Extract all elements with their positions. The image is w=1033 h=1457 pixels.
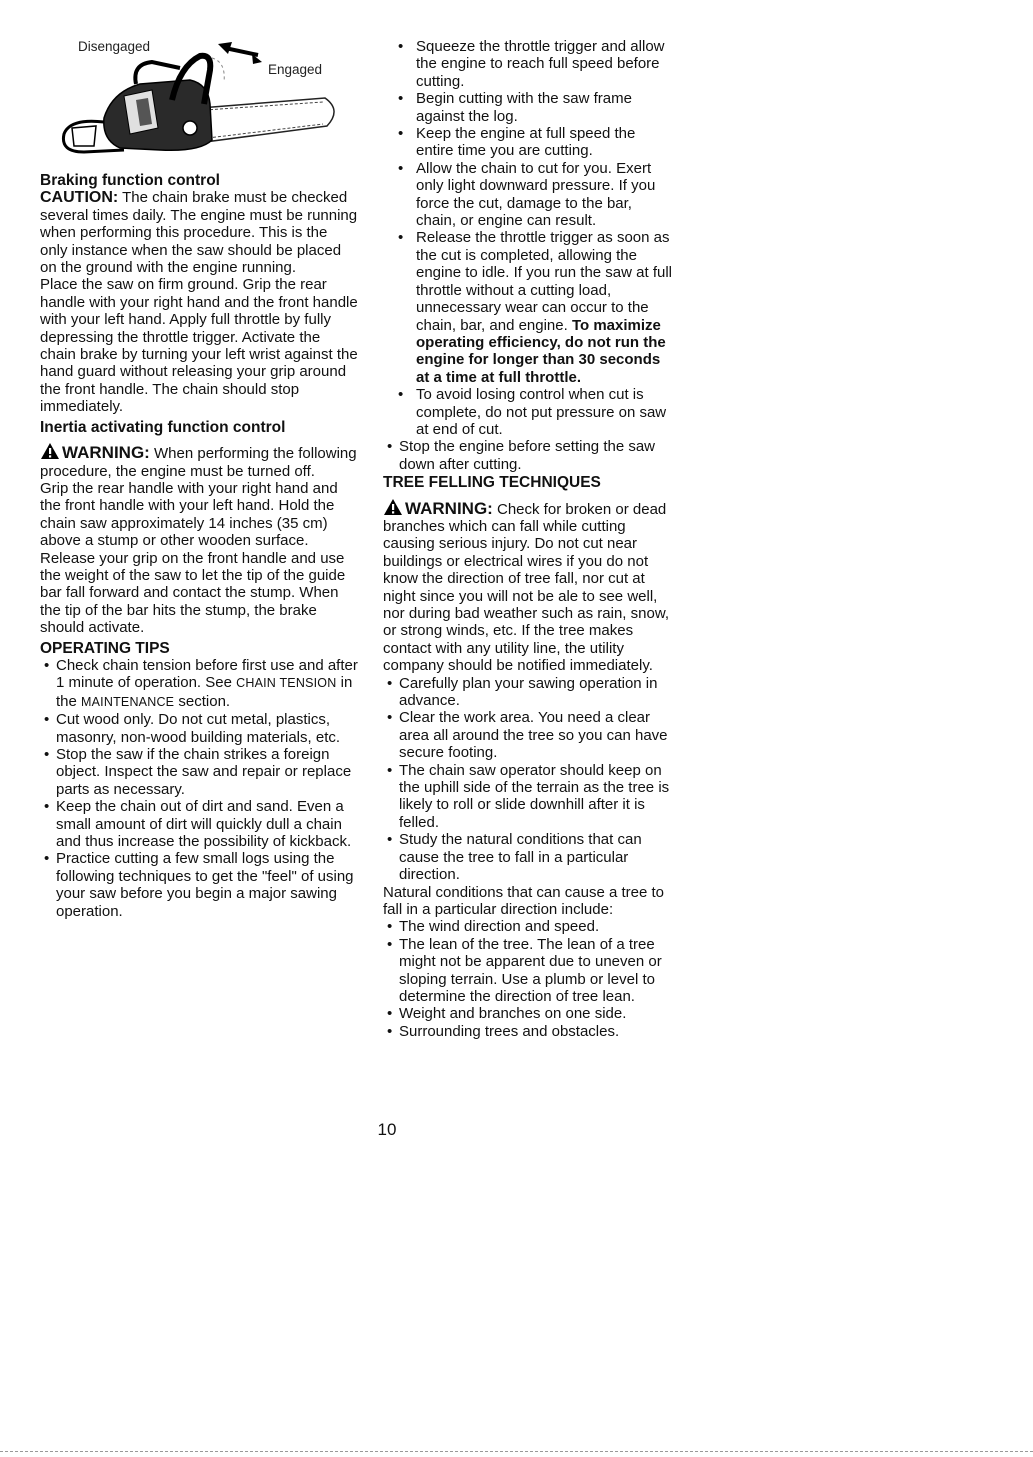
operating-heading: OPERATING TIPS	[40, 639, 170, 657]
list-item: • Squeeze the throttle trigger and allow the engine to reach full speed before cutting.	[383, 38, 673, 90]
engaged-label: Engaged	[268, 62, 323, 77]
caution-paragraph	[40, 189, 358, 276]
stop-tip-list	[383, 438, 673, 473]
tree-felling-heading: TREE FELLING TECHNIQUES	[383, 474, 601, 492]
felling-warning-paragraph	[383, 498, 673, 675]
list-item: • Keep the engine at full speed the entire time you are cutting.	[383, 125, 673, 160]
list-item: • Keep the chain out of dirt and sand. Even a small amount of dirt will quickly dull a chain and thus increase the possibility of kickback.	[40, 798, 358, 850]
inertia-heading: Inertia activating function control	[40, 418, 286, 436]
list-item: • Check chain tension before first use and after 1 minute of operation. See CHAIN TENSION in the MAINTENANCE section.	[40, 657, 358, 711]
list-item: • Allow the chain to cut for you. Exert only light downward pressure. If you force the cut, damage to the bar, chain, or engine can result.	[383, 160, 673, 230]
list-item: • Stop the saw if the chain strikes a foreign object. Inspect the saw and repair or replace parts as necessary.	[40, 746, 358, 798]
list-item: • To avoid losing control when cut is complete, do not put pressure on saw at end of cut.	[383, 386, 673, 438]
felling-list	[383, 675, 673, 884]
page-number: 10	[377, 1120, 397, 1139]
list-item: • Stop the engine before setting the saw down after cutting.	[383, 438, 673, 473]
warning-label: WARNING:	[62, 443, 150, 463]
cutting-technique-list	[383, 38, 673, 438]
list-item: • Release the throttle trigger as soon as the cut is completed, allowing the engine to idle. If you run the saw at full throttle without a cutting load, unnecessary wear can occur to the chain, bar, and engine. To maximize operating efficiency, do not run the engine for longer than 30 seconds at a time at full throttle.	[383, 229, 673, 386]
list-item: • Carefully plan your sawing operation in advance.	[383, 675, 673, 710]
inertia-paragraph: Grip the rear handle with your right hand and the front handle with your left hand. Hold the chain saw approximately 14 inches (35 cm) above a stump or other wooden surface. Release your grip on the front handle and use the weight of the saw to let the tip of the guide bar fall forward and contact the stump. When the tip of the bar hits the stump, the brake should activate.	[40, 479, 346, 637]
list-item: • The chain saw operator should keep on the uphill side of the terrain as the tree is likely to roll or slide downhill after it is felled.	[383, 762, 673, 832]
natural-conditions-paragraph: Natural conditions that can cause a tree to fall in a particular direction include:	[383, 883, 665, 918]
list-item: • Begin cutting with the saw frame against the log.	[383, 90, 673, 125]
braking-heading: Braking function control	[40, 172, 220, 189]
natural-conditions-list	[383, 918, 673, 1040]
braking-paragraph: Place the saw on firm ground. Grip the rear handle with your right hand and the front handle with your left hand. Apply full throttle by fully depressing the throttle trigger. Activate the chain brake by turning your left wrist against the hand guard without releasing your grip around the front handle. The chain should stop immediately.	[40, 276, 358, 416]
caution-text: The chain brake must be checked several times daily. The engine must be running when performing this procedure. This is the only instance when the saw should be placed on the ground with the engine running.	[40, 189, 358, 277]
list-item: • Cut wood only. Do not cut metal, plastics, masonry, non-wood building materials, etc.	[40, 711, 358, 746]
list-item: • Practice cutting a few small logs using the following techniques to get the "feel" of using your saw before you begin a major sawing operation.	[40, 850, 358, 920]
list-item: • Surrounding trees and obstacles.	[383, 1023, 673, 1040]
left-column	[40, 0, 358, 920]
list-item: • Study the natural conditions that can cause the tree to fall in a particular direction.	[383, 831, 673, 883]
warning-label: WARNING:	[405, 498, 493, 518]
list-item: • The lean of the tree. The lean of a tree might not be apparent due to uneven or sloping terrain. Use a plumb or level to determine the direction of tree lean.	[383, 936, 673, 1006]
list-item: • The wind direction and speed.	[383, 918, 673, 935]
operating-tips-list	[40, 657, 358, 920]
right-column	[383, 38, 673, 1040]
warning-triangle-icon	[40, 442, 60, 460]
list-item: • Weight and branches on one side.	[383, 1005, 673, 1022]
warning-triangle-icon	[383, 498, 403, 516]
caution-label: CAUTION:	[40, 189, 119, 207]
warning-text: When performing the following procedure, the engine must be turned off.	[40, 445, 357, 480]
warning-paragraph	[40, 442, 358, 480]
chainsaw-illustration	[40, 0, 358, 172]
disengaged-label: Disengaged	[78, 39, 151, 54]
bottom-divider	[0, 1451, 1033, 1452]
chain-brake-figure	[40, 0, 358, 172]
list-item: • Clear the work area. You need a clear area all around the tree so you can have secure footing.	[383, 709, 673, 761]
warning-text: Check for broken or dead branches which can fall while cutting causing serious injury. Do not cut near buildings or electrical wires if you do not know the direction of tree fall, nor cut at night since you will not be ale to see well, nor during bad weather such as rain, snow, or strong winds, etc. If the tree makes contact with any utility line, the utility company should be notified immediately.	[383, 500, 670, 675]
